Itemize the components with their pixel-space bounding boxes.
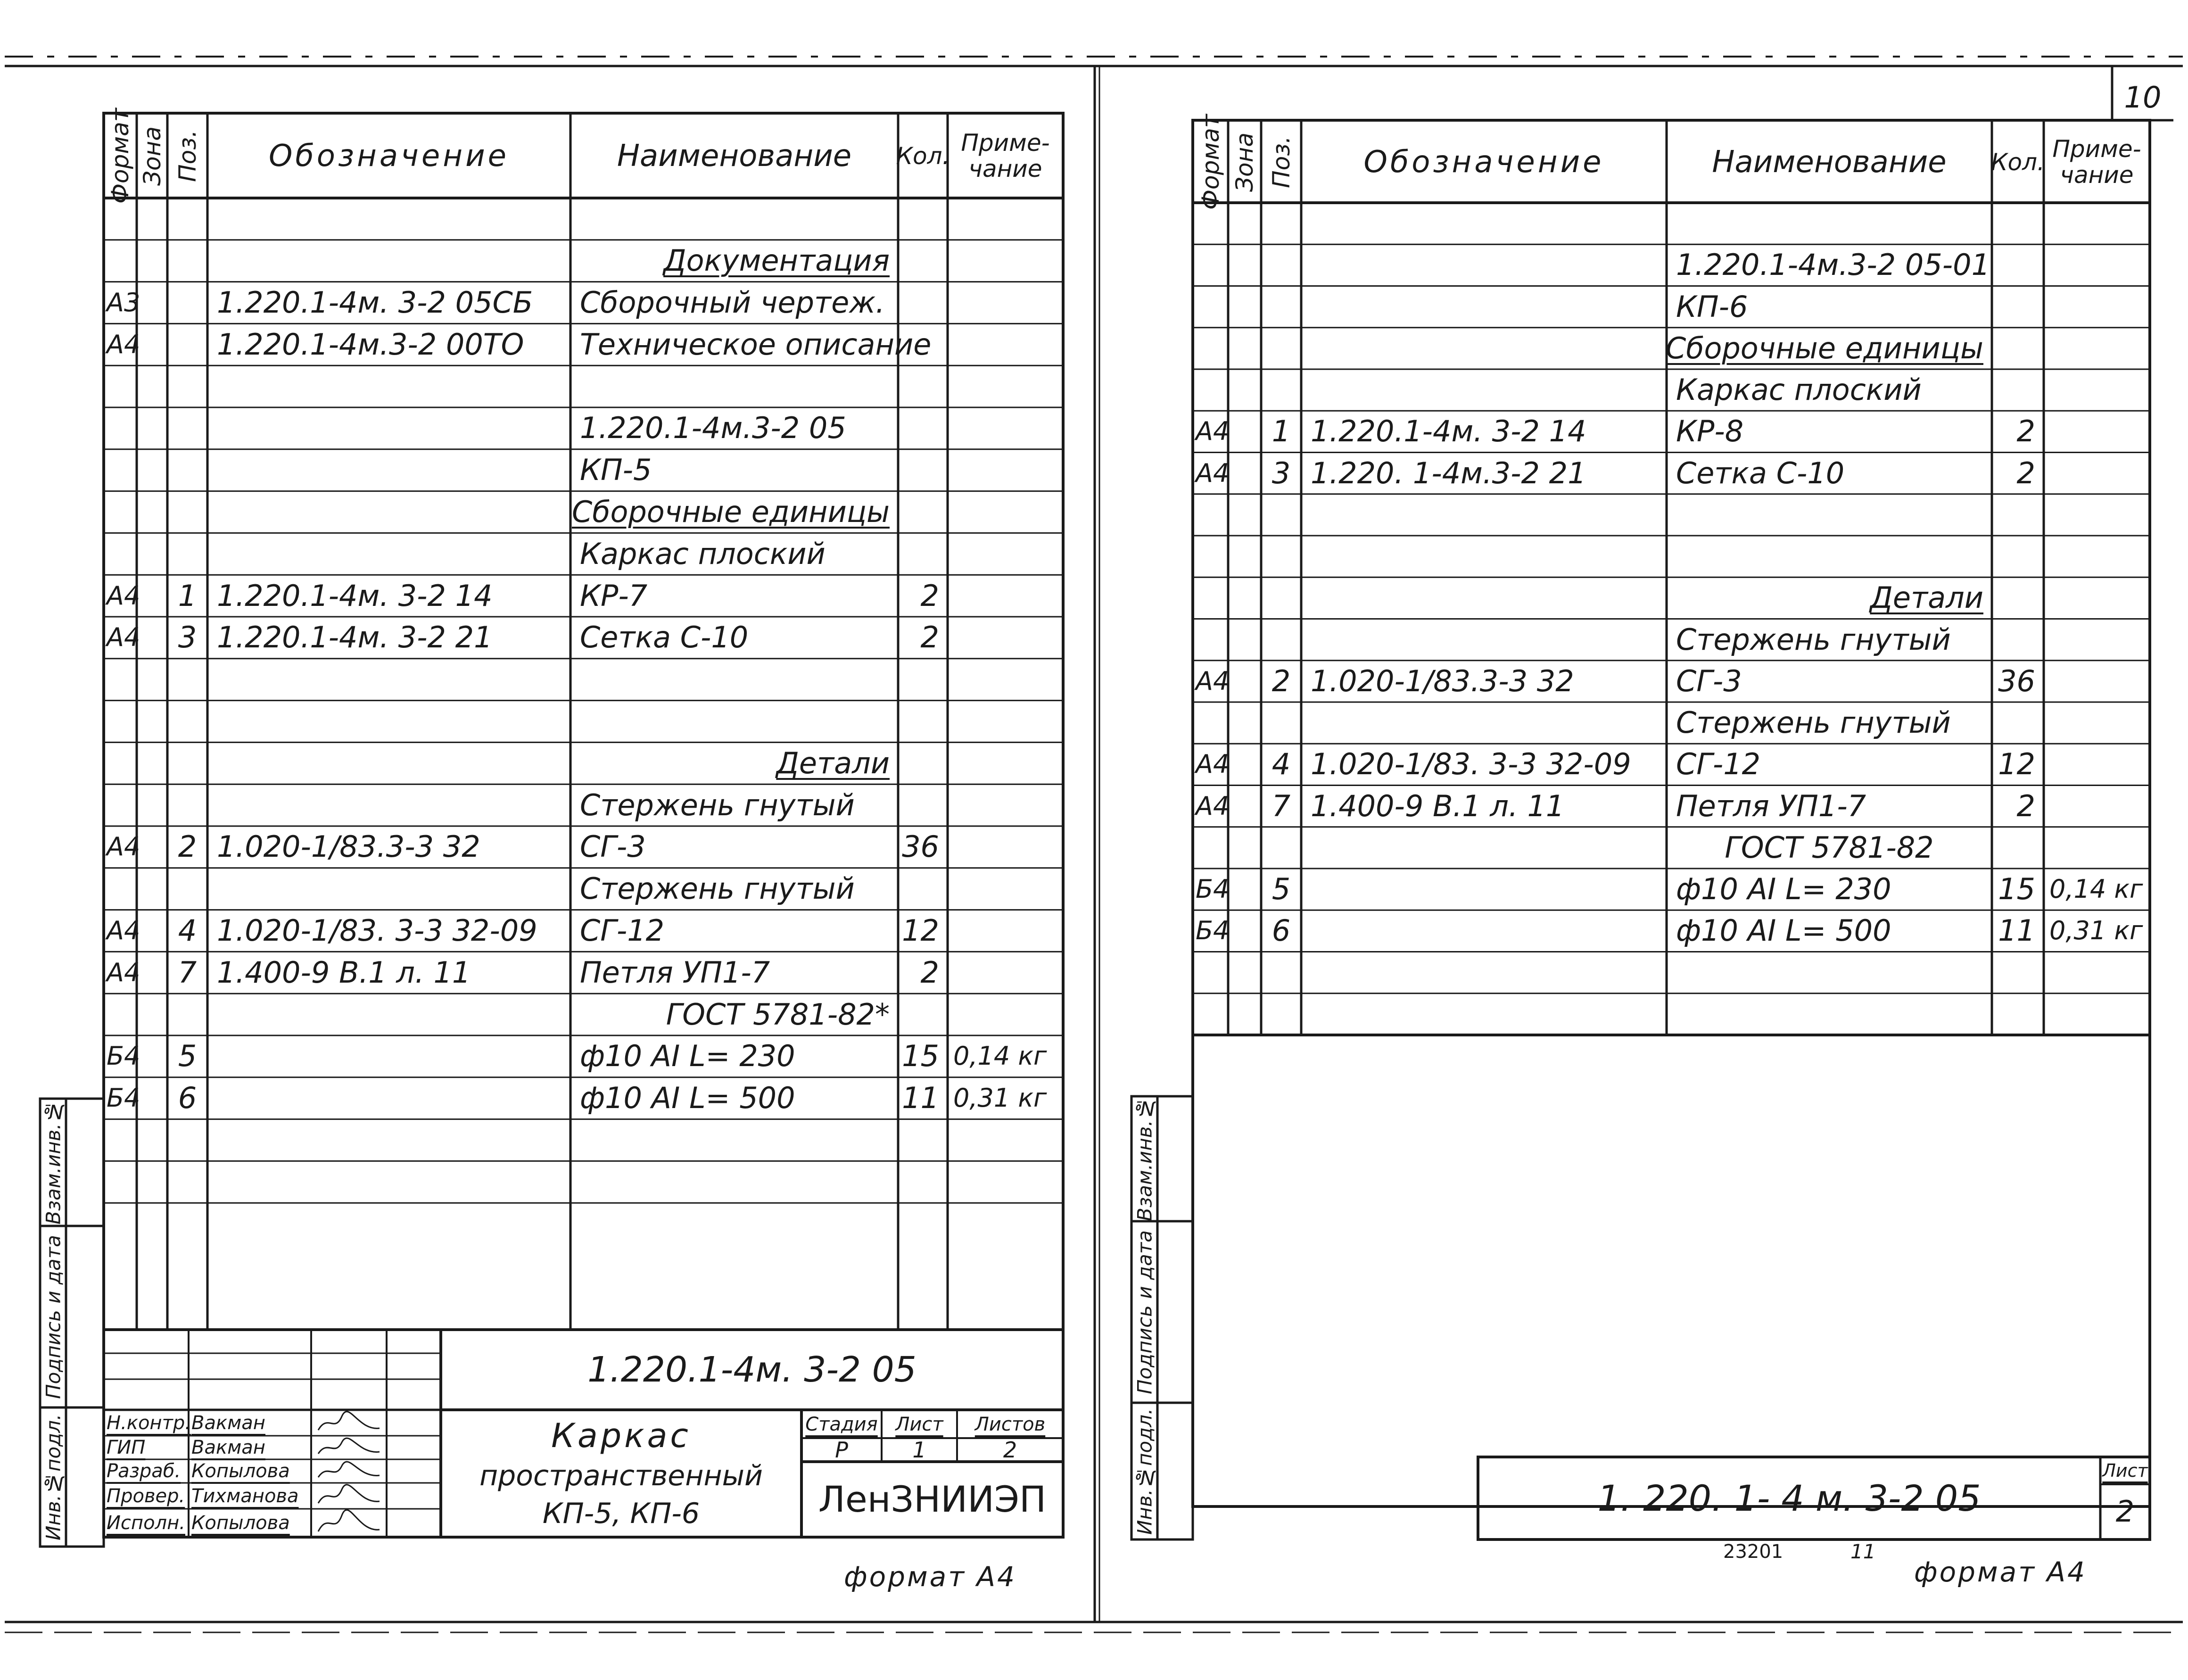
row-designation (1301, 329, 1667, 368)
row-note (2044, 703, 2150, 743)
left-sheets-value: 2 (1003, 1437, 1017, 1463)
row-qty (1992, 287, 2044, 327)
row-name: ф10 АI L= 500 (1676, 913, 1891, 948)
row-pos: 2 (178, 829, 197, 864)
row-qty: 11 (902, 1081, 939, 1116)
row-qty (1992, 994, 2044, 1034)
row-name: СГ-12 (1676, 747, 1761, 782)
row-pos (1261, 620, 1301, 660)
row-qty: 12 (902, 913, 939, 948)
row-format (1193, 495, 1228, 535)
row-name (1667, 953, 1992, 993)
row-qty (1992, 495, 2044, 535)
row-designation: 1.020-1/83. 3-3 32-09 (217, 913, 537, 948)
row-designation: 1.020-1/83.3-3 32 (1311, 663, 1574, 698)
signature-name: Тихманова (191, 1485, 299, 1507)
row-note (2044, 412, 2150, 451)
row-qty: 11 (1998, 913, 2035, 948)
row-qty (1992, 578, 2044, 618)
row-format: А4 (1196, 416, 1230, 447)
row-designation: 1.220.1-4м. 3-2 05СБ (217, 285, 533, 320)
signature-name: Копылова (191, 1460, 290, 1482)
row-qty (1992, 370, 2044, 410)
signature-role: Исполн. (107, 1512, 185, 1534)
row-note (2044, 620, 2150, 660)
right-stamp-inv-orig: Инв.№подл. (1133, 1408, 1156, 1535)
row-name: Детали (1870, 580, 1983, 615)
row-pos (1261, 828, 1301, 868)
signature-role: Н.контр. (107, 1412, 191, 1434)
row-qty: 36 (902, 829, 939, 864)
row-name: ф10 АI L= 500 (580, 1081, 795, 1116)
row-designation (1301, 537, 1667, 576)
row-name: Техническое описание (580, 327, 932, 362)
row-qty: 15 (902, 1039, 939, 1074)
row-pos (1261, 703, 1301, 743)
row-pos: 1 (178, 578, 197, 613)
row-designation: 1.220.1-4м. 3-2 14 (1311, 414, 1586, 449)
row-pos: 5 (1272, 872, 1291, 907)
row-qty: 12 (1998, 747, 2035, 782)
right-header-pos: Поз. (1268, 136, 1295, 189)
right-sheet-value: 2 (2115, 1494, 2135, 1529)
right-header-format: Формат (1197, 114, 1224, 210)
row-name: СГ-3 (1676, 663, 1742, 698)
row-name (1667, 994, 1992, 1034)
row-designation: 1.400-9 В.1 л. 11 (1311, 788, 1565, 823)
row-note (2044, 245, 2150, 285)
row-name: Стержень гнутый (580, 787, 855, 822)
right-doc-code: 1. 220. 1- 4 м. 3-2 05 (1597, 1477, 1981, 1519)
row-note: 0,14 кг (953, 1041, 1047, 1071)
row-format: А4 (1196, 458, 1230, 488)
row-name (1667, 495, 1992, 535)
row-format (1193, 994, 1228, 1034)
row-format: А4 (107, 915, 140, 945)
row-name: Стержень гнутый (1676, 705, 1951, 740)
row-pos (1261, 953, 1301, 993)
right-header-zone: Зона (1231, 132, 1258, 192)
row-pos (1261, 537, 1301, 576)
row-format: А4 (107, 832, 140, 862)
left-header-note: Приме-чание (961, 129, 1050, 182)
right-header-note: Приме-чание (2052, 135, 2141, 189)
row-note (2044, 828, 2150, 868)
left-stamp-inv-orig: Инв.№подл. (41, 1414, 65, 1541)
row-pos: 6 (1272, 913, 1291, 948)
archive-sheet: 11 (1850, 1540, 1876, 1563)
left-title-line3: КП-5, КП-6 (542, 1497, 700, 1530)
row-qty: 2 (920, 620, 939, 655)
row-format (1193, 287, 1228, 327)
row-format (1193, 953, 1228, 993)
row-name: Детали (776, 745, 890, 780)
signature-name: Вакман (191, 1437, 265, 1458)
left-header-zone: Зона (139, 126, 166, 186)
row-note (2044, 537, 2150, 576)
row-zone (1228, 911, 1261, 951)
row-format: А4 (1196, 666, 1230, 696)
row-qty: 15 (1998, 872, 2035, 907)
row-name: ф10 АI L= 230 (580, 1039, 795, 1074)
row-note (2044, 495, 2150, 535)
row-pos: 5 (178, 1039, 197, 1074)
row-zone (1228, 412, 1261, 451)
row-pos (1261, 495, 1301, 535)
row-format: Б4 (107, 1041, 140, 1071)
row-format: А4 (1196, 749, 1230, 779)
right-stamp-sign-date: Подпись и дата (1133, 1230, 1156, 1394)
row-zone (1228, 745, 1261, 784)
row-name: КР-7 (580, 578, 648, 613)
left-header-designation: Обозначение (268, 139, 510, 174)
row-note: 0,31 кг (953, 1083, 1047, 1113)
row-designation: 1.220. 1-4м.3-2 21 (1311, 455, 1586, 490)
row-designation (1301, 578, 1667, 618)
row-qty: 2 (2016, 455, 2035, 490)
row-zone (1228, 204, 1261, 243)
row-zone (1228, 994, 1261, 1034)
row-zone (1228, 703, 1261, 743)
row-zone (1228, 454, 1261, 493)
row-pos: 4 (1272, 747, 1291, 782)
row-designation: 1.020-1/83. 3-3 32-09 (1311, 747, 1631, 782)
row-designation (1301, 370, 1667, 410)
row-designation (1301, 828, 1667, 868)
row-format: А4 (1196, 791, 1230, 821)
left-sheet-label: Лист (895, 1414, 943, 1435)
row-format: А4 (107, 622, 140, 653)
row-designation (1301, 869, 1667, 909)
left-header-qty: Кол. (896, 142, 950, 170)
row-zone (1228, 662, 1261, 701)
row-qty: 2 (2016, 414, 2035, 449)
row-qty: 2 (920, 955, 939, 990)
row-pos (1261, 578, 1301, 618)
row-designation: 1.220.1-4м. 3-2 14 (217, 578, 493, 613)
right-header-qty: Кол. (1991, 149, 2045, 176)
row-pos: 6 (178, 1081, 197, 1116)
row-note: 0,14 кг (2049, 874, 2143, 904)
row-designation (1301, 703, 1667, 743)
right-page-number: 10 (2124, 80, 2162, 115)
row-name: КР-8 (1676, 414, 1744, 449)
left-doc-code: 1.220.1-4м. 3-2 05 (587, 1349, 916, 1390)
row-designation (1301, 911, 1667, 951)
left-format-note: формат А4 (844, 1561, 1016, 1593)
row-pos: 7 (178, 955, 197, 990)
row-name (1667, 537, 1992, 576)
row-designation (1301, 953, 1667, 993)
row-format: А4 (107, 957, 140, 987)
row-name: ГОСТ 5781-82 (1725, 830, 1934, 865)
row-format (1193, 537, 1228, 576)
left-stage-label: Стадия (805, 1414, 878, 1435)
row-qty (1992, 245, 2044, 285)
row-name: ГОСТ 5781-82* (666, 997, 890, 1032)
row-zone (1228, 370, 1261, 410)
left-header-format: Формат (107, 108, 134, 204)
left-sheet-value: 1 (912, 1437, 926, 1463)
row-format (1193, 245, 1228, 285)
row-name: Каркас плоский (580, 536, 826, 571)
row-name: КП-5 (580, 453, 652, 488)
row-format (1193, 828, 1228, 868)
row-name: Сборочные единицы (1665, 331, 1983, 365)
row-pos (1261, 245, 1301, 285)
row-pos (1261, 287, 1301, 327)
row-name: Сборочный чертеж. (580, 285, 885, 320)
row-format: Б4 (1196, 916, 1230, 946)
row-designation (1301, 495, 1667, 535)
row-format (1193, 578, 1228, 618)
row-name: 1.220.1-4м.3-2 05 (580, 411, 846, 446)
row-designation: 1.220.1-4м. 3-2 21 (217, 620, 493, 655)
left-header-pos: Поз. (174, 130, 201, 182)
row-note (2044, 204, 2150, 243)
row-note: 0,31 кг (2049, 916, 2143, 946)
row-format: Б4 (1196, 874, 1230, 904)
left-stamp-replace-inv: Взам.инв.№ (41, 1100, 65, 1225)
row-pos (1261, 329, 1301, 368)
signature-role: ГИП (107, 1437, 146, 1458)
row-qty: 2 (920, 578, 939, 613)
row-note (2044, 370, 2150, 410)
row-format (1193, 204, 1228, 243)
row-note (2044, 786, 2150, 826)
right-header-name: Наименование (1712, 145, 1947, 180)
row-zone (1228, 287, 1261, 327)
left-sheets-label: Листов (974, 1414, 1046, 1435)
row-format (1193, 620, 1228, 660)
row-note (2044, 745, 2150, 784)
signature-name: Вакман (191, 1412, 265, 1434)
row-note (2044, 953, 2150, 993)
row-qty (1992, 537, 2044, 576)
row-designation (1301, 287, 1667, 327)
row-qty: 2 (2016, 788, 2035, 823)
row-format: А4 (107, 580, 140, 611)
row-zone (1228, 828, 1261, 868)
row-format: Б4 (107, 1083, 140, 1113)
row-name: Стержень гнутый (580, 871, 855, 906)
row-note (2044, 329, 2150, 368)
row-name: СГ-12 (580, 913, 665, 948)
row-qty (1992, 703, 2044, 743)
row-designation: 1.020-1/83.3-3 32 (217, 829, 480, 864)
row-zone (1228, 620, 1261, 660)
signature-name: Копылова (191, 1512, 290, 1534)
row-designation (1301, 994, 1667, 1034)
signature-role: Разраб. (107, 1460, 181, 1482)
row-zone (1228, 245, 1261, 285)
row-name (1667, 204, 1992, 243)
row-pos: 3 (1272, 455, 1291, 490)
row-pos (1261, 370, 1301, 410)
row-note (2044, 994, 2150, 1034)
row-pos: 3 (178, 620, 197, 655)
row-note (2044, 287, 2150, 327)
row-name: Документация (663, 243, 890, 278)
row-note (2044, 454, 2150, 493)
row-name: 1.220.1-4м.3-2 05-01 (1676, 248, 1990, 282)
row-name: Петля УП1-7 (1676, 788, 1866, 823)
row-pos: 7 (1272, 788, 1291, 823)
row-qty (1992, 828, 2044, 868)
left-title-line2: пространственный (479, 1459, 763, 1492)
row-pos: 1 (1272, 414, 1291, 449)
row-format: А3 (107, 287, 140, 317)
row-pos: 4 (178, 913, 197, 948)
row-format: А4 (107, 329, 140, 359)
left-stamp-sign-date: Подпись и дата (41, 1235, 65, 1399)
row-qty (1992, 204, 2044, 243)
right-sheet-label: Лист (2102, 1460, 2148, 1481)
row-zone (1228, 953, 1261, 993)
row-note (2044, 578, 2150, 618)
row-zone (1228, 786, 1261, 826)
signature-role: Провер. (107, 1485, 185, 1507)
row-zone (1228, 578, 1261, 618)
row-name: Стержень гнутый (1676, 622, 1951, 657)
row-format (1193, 370, 1228, 410)
row-format (1193, 703, 1228, 743)
row-note (2044, 662, 2150, 701)
row-name: Каркас плоский (1676, 372, 1922, 407)
right-header-designation: Обозначение (1363, 145, 1604, 180)
row-designation: 1.400-9 В.1 л. 11 (217, 955, 471, 990)
row-qty (1992, 953, 2044, 993)
row-name: КП-6 (1676, 289, 1748, 324)
left-org-name: ЛенЗНИИЭП (818, 1478, 1047, 1520)
row-name: СГ-3 (580, 829, 646, 864)
row-name: Сборочные единицы (571, 494, 890, 529)
row-name: Сетка С-10 (1676, 455, 1845, 490)
left-stage-value: Р (835, 1437, 848, 1463)
row-designation (1301, 204, 1667, 243)
row-designation: 1.220.1-4м.3-2 00ТО (217, 327, 524, 362)
row-pos: 2 (1272, 663, 1291, 698)
row-zone (1228, 329, 1261, 368)
row-zone (1228, 537, 1261, 576)
row-pos (1261, 994, 1301, 1034)
row-qty (1992, 620, 2044, 660)
row-name: Сетка С-10 (580, 620, 749, 655)
right-format-note: формат А4 (1914, 1556, 2087, 1588)
row-designation (1301, 620, 1667, 660)
row-designation (1301, 245, 1667, 285)
row-qty: 36 (1998, 663, 2035, 698)
row-zone (1228, 495, 1261, 535)
archive-number: 23201 (1723, 1541, 1783, 1563)
row-qty (1992, 329, 2044, 368)
row-name: ф10 АI L= 230 (1676, 872, 1891, 907)
left-header-name: Наименование (617, 139, 852, 174)
row-zone (1228, 869, 1261, 909)
left-title-line1: Каркас (551, 1416, 691, 1455)
right-stamp-replace-inv: Взам.инв.№ (1133, 1097, 1156, 1221)
row-name: Петля УП1-7 (580, 955, 770, 990)
row-pos (1261, 204, 1301, 243)
row-format (1193, 329, 1228, 368)
